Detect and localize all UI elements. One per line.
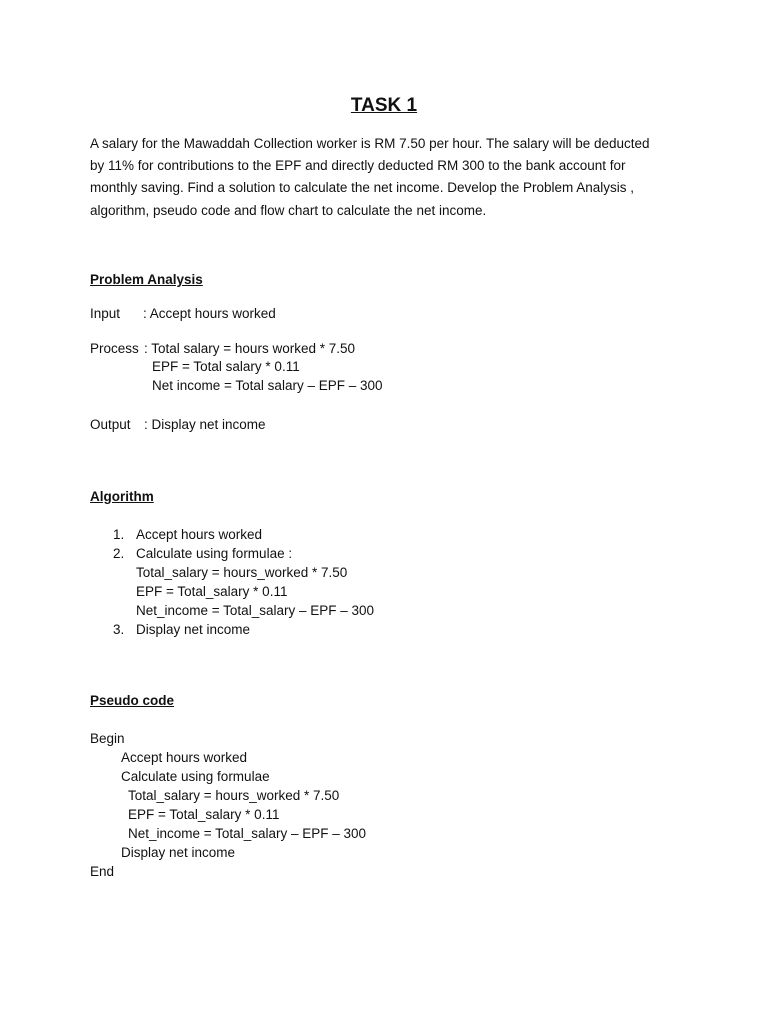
code-line: Calculate using formulae bbox=[121, 769, 270, 784]
step-text: EPF = Total_salary * 0.11 bbox=[136, 584, 288, 599]
pseudo-code-heading: Pseudo code bbox=[90, 693, 175, 708]
step-number: 2. bbox=[113, 546, 125, 561]
code-line: Begin bbox=[90, 731, 125, 746]
step-number: 1. bbox=[113, 527, 125, 542]
step-text: Accept hours worked bbox=[136, 527, 263, 542]
page-title: TASK 1 bbox=[350, 95, 418, 116]
step-number: 3. bbox=[113, 622, 125, 637]
step-text: Net_income = Total_salary – EPF – 300 bbox=[136, 603, 375, 618]
intro-line: A salary for the Mawaddah Collection worker is RM 7.50 per hour. The salary will be deducted bbox=[90, 136, 650, 151]
algorithm-heading: Algorithm bbox=[90, 489, 154, 504]
process-label: Process bbox=[90, 341, 139, 356]
input-label: Input bbox=[90, 306, 121, 321]
code-line: Net_income = Total_salary – EPF – 300 bbox=[128, 826, 367, 841]
process-line: : Total salary = hours worked * 7.50 bbox=[144, 341, 355, 356]
output-label: Output bbox=[90, 417, 131, 432]
process-line: Net income = Total salary – EPF – 300 bbox=[152, 378, 383, 393]
input-value: : Accept hours worked bbox=[143, 306, 276, 321]
step-text: Display net income bbox=[136, 622, 251, 637]
code-line: Accept hours worked bbox=[121, 750, 248, 765]
intro-line: by 11% for contributions to the EPF and directly deducted RM 300 to the bank account for bbox=[90, 158, 626, 173]
step-text: Total_salary = hours_worked * 7.50 bbox=[136, 565, 348, 580]
output-value: : Display net income bbox=[144, 417, 266, 432]
intro-line: algorithm, pseudo code and flow chart to calculate the net income. bbox=[90, 203, 487, 218]
intro-line: monthly saving. Find a solution to calculate the net income. Develop the Problem Analysis , bbox=[90, 180, 635, 195]
code-line: Display net income bbox=[121, 845, 236, 860]
problem-analysis-heading: Problem Analysis bbox=[90, 272, 203, 287]
code-line: EPF = Total_salary * 0.11 bbox=[128, 807, 280, 822]
code-line: Total_salary = hours_worked * 7.50 bbox=[128, 788, 340, 803]
code-line: End bbox=[90, 864, 115, 879]
step-text: Calculate using formulae : bbox=[136, 546, 293, 561]
process-line: EPF = Total salary * 0.11 bbox=[152, 359, 300, 374]
